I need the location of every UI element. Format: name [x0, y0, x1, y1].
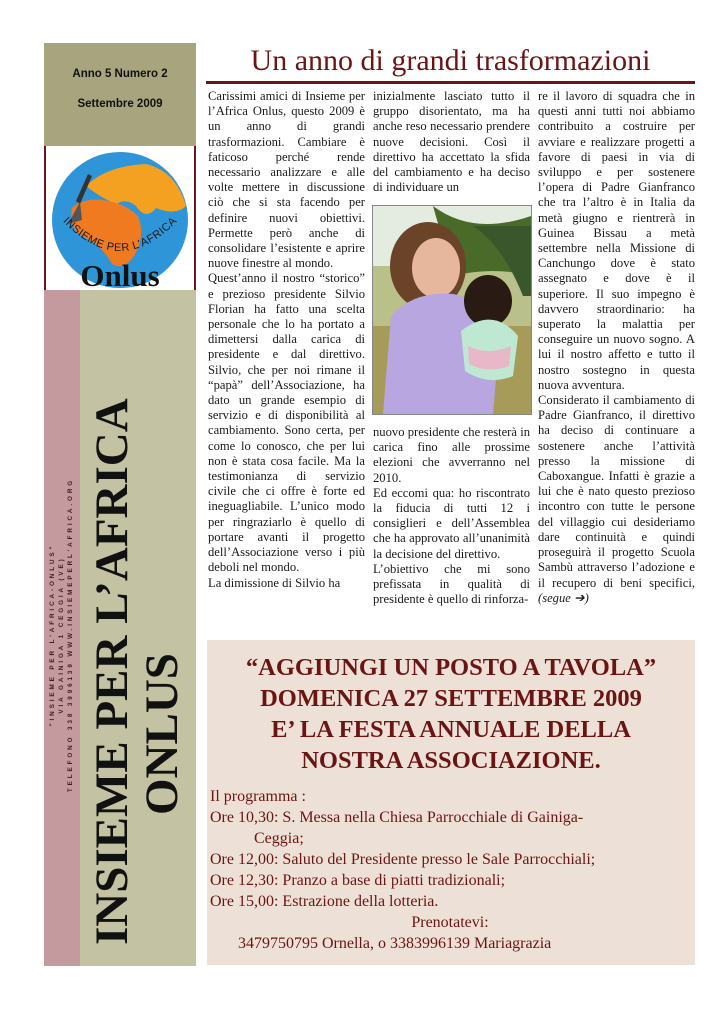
paragraph: Considerato il cambiamento di Padre Gianfranco, il direttivo ha deciso di continuare a sostenere anche l’attività presso la missione di Caboxangue. Infatti è grazie a lui che è nato questo prezioso incontro con tutte le persone del villaggio cui desideriamo dare continuità e quindi proseguirà il progetto Scuola Sambù attraverso l’adozione e il recupero di beni specifici, (segue ➔) — [538, 393, 695, 605]
booking-contacts: 3479750795 Ornella, o 3383996139 Mariagrazia — [238, 935, 552, 952]
program-item: Ore 12,00: Saluto del Presidente presso le Sale Parrocchiali; — [210, 851, 596, 868]
logo-arc-text: INSIEME PER L'AFRICA — [60, 214, 180, 255]
photo-woman-baby-icon — [373, 206, 531, 414]
paragraph: Ed eccomi qua: ho riscontrato la fiducia di tutti 12 i consiglieri e dell’Assemblea che ha approvato all’unanimità la decisione del direttivo. — [373, 485, 530, 561]
article-photo — [372, 205, 532, 415]
contact-line-address: VIA GAINIGA 1 CEGGIA (VE) — [58, 556, 65, 714]
article-column-1 — [208, 89, 365, 591]
event-title: “AGGIUNGI UN POSTO A TAVOLA” — [245, 654, 657, 681]
contact-line-phone-web: TELEFONO 338 3996139 WWW.INSIEMEPERL'AFRICA.ORG — [67, 477, 74, 793]
program-item: Ore 15,00: Estrazione della lotteria. — [210, 893, 439, 910]
event-announcement-box — [207, 640, 695, 965]
issue-date: Settembre 2009 — [77, 98, 163, 110]
contact-line-org: "INSIEME PER L'AFRICA-ONLUS" — [49, 543, 56, 727]
org-name-vertical — [87, 398, 187, 945]
paragraph: nuovo presidente che resterà in carica fino alle prossime elezioni che avverranno nel 2010. — [373, 425, 530, 485]
paragraph: Carissimi amici di Insieme per l’Africa Onlus, questo 2009 è un anno di grandi trasformazioni. Cambiare è faticoso perché rende necessario analizzare e alle volte mettere in discussione ciò che si sta facendo per definire nuovi obiettivi. Permette però anche di consolidare l’esistente e aprire nuove finestre al mondo. — [208, 89, 365, 271]
booking-label: Prenotatevi: — [411, 914, 489, 931]
contact-info — [48, 425, 75, 845]
article-column-2-top — [373, 89, 530, 195]
continue-arrow-link: (segue ➔) — [538, 590, 589, 605]
contact-strip — [44, 290, 80, 966]
event-date: DOMENICA 27 SETTEMBRE 2009 — [260, 685, 642, 712]
article-column-3 — [538, 89, 695, 606]
logo-onlus-label: Onlus — [80, 258, 160, 290]
org-name-column — [80, 290, 196, 966]
org-name-line1: INSIEME PER L’AFRICA — [86, 398, 138, 945]
paragraph: inizialmente lasciato tutto il gruppo disorientato, ma ha anche reso necessario prendere nuove decisioni. Così il direttivo ha accettato la sfida del cambiamento e ha deciso di individuare un — [373, 89, 530, 195]
org-name-line2: ONLUS — [136, 653, 188, 815]
event-headline — [207, 652, 695, 776]
issue-number: Anno 5 Numero 2 — [72, 68, 168, 80]
event-program — [210, 786, 690, 954]
organization-logo — [44, 146, 196, 290]
program-item: Ore 10,30: S. Messa nella Chiesa Parrocchiale di Gainiga- — [210, 809, 584, 826]
program-item: Ore 12,30: Pranzo a base di piatti tradizionali; — [210, 872, 506, 889]
event-subtitle-2: NOSTRA ASSOCIAZIONE. — [301, 747, 601, 774]
issue-info-box — [44, 43, 196, 146]
globe-logo-icon — [46, 146, 194, 290]
title-divider — [206, 81, 695, 84]
article-column-2-bottom — [373, 425, 530, 607]
paragraph: re il lavoro di squadra che in questi anni tutti noi abbiamo contribuito a costruire per avviare e realizzare progetti a favore di paesi in via di sviluppo e per sostenere l’opera di Padre Gianfranco che tra l’altro è in Italia da metà giugno e rientrerà in Guinea Bissau a metà settembre nella Missione di Canchungo dove è stato assegnato e dove è il superiore. Il suo impegno è davvero straordinario: ha superato la malattia per conseguire un nuovo sogno. A lui il nostro affetto e tutto il nostro sostegno in questa nuova avventura. — [538, 89, 695, 392]
paragraph: La dimissione di Silvio ha — [208, 575, 341, 590]
event-subtitle-1: E’ LA FESTA ANNUALE DELLA — [271, 716, 631, 743]
article-title: Un anno di grandi trasformazioni — [250, 44, 651, 77]
program-item-continued: Ceggia; — [254, 830, 304, 847]
program-label: Il programma : — [210, 788, 306, 805]
paragraph: L’obiettivo che mi sono prefissata in qualità di presidente è quello di rinforza- — [373, 561, 530, 607]
paragraph: Quest’anno il nostro “storico” e prezioso presidente Silvio Florian ha fatto una scelta personale che lo ha portato a dimettersi dalla carica di presidente e dal direttivo. Silvio, che per noi rimane il “papà” dell’Associazione, ha dato un grande esempio di servizio e di disponibilità al cambiamento. Sono certa, per come lo conosco, che per lui non è stata cosa facile. Ma la testimonianza di servizio civile che ci offre è forte ed ineguagliabile. L’unico modo per ringraziarlo è quello di portare avanti il progetto dell’Associazione verso i più deboli nel mondo. — [208, 271, 365, 575]
